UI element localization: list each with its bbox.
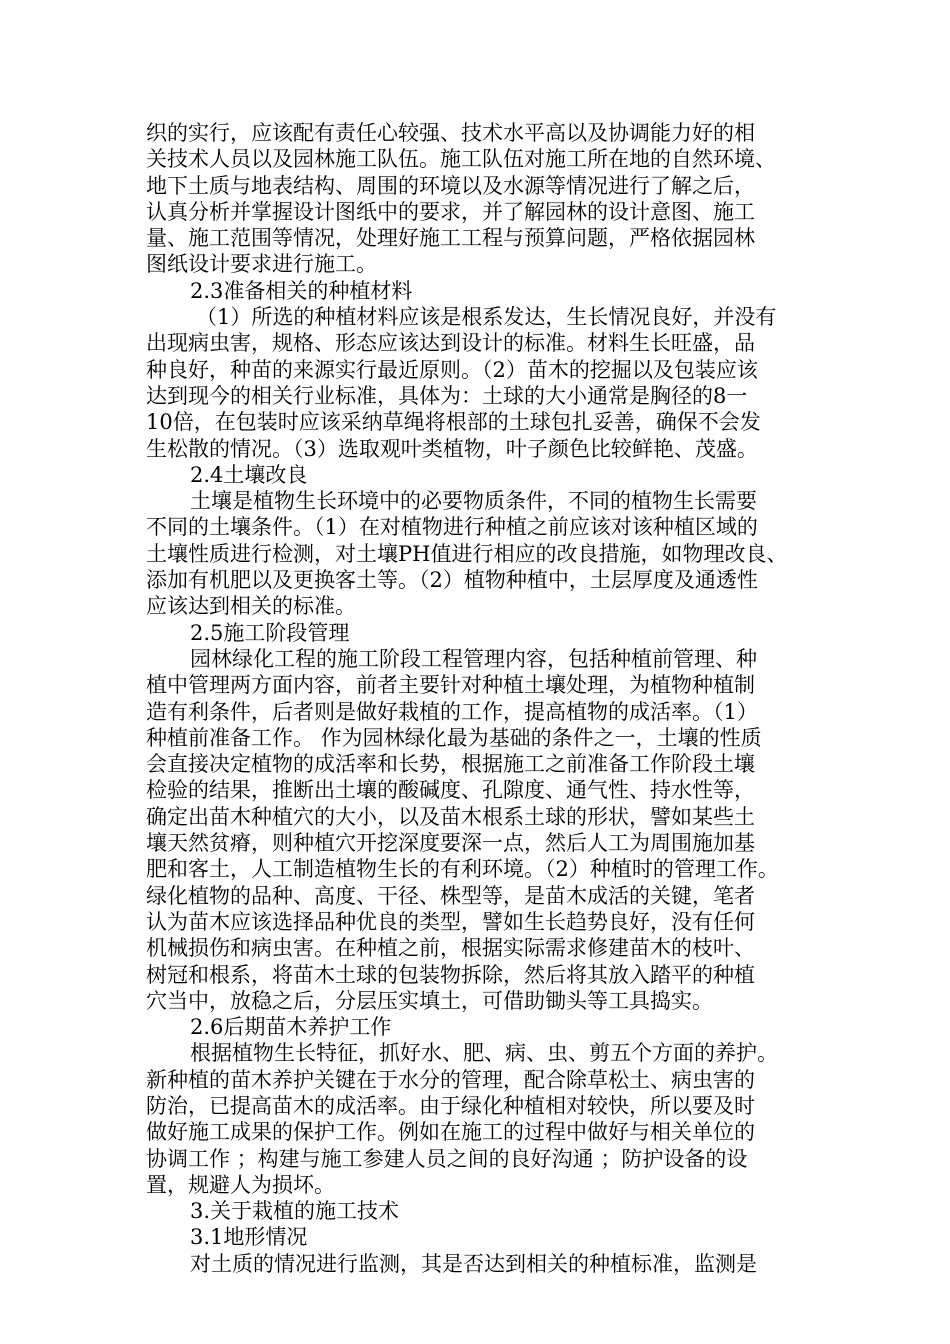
text-line: 树冠和根系，将苗木土球的包装物拆除，然后将其放入踏平的种植 <box>146 962 755 987</box>
text-line: 机械损伤和病虫害。在种植之前，根据实际需求修建苗木的枝叶、 <box>146 936 755 961</box>
text-line: 新种植的苗木养护关键在于水分的管理，配合除草松土、病虫害的 <box>146 1067 755 1092</box>
text-line: 绿化植物的品种、高度、干径、株型等，是苗木成活的关键，笔者 <box>146 883 755 908</box>
text-line: 检验的结果，推断出土壤的酸碱度、孔隙度、通气性、持水性等， <box>146 778 755 803</box>
text-line: 量、施工范围等情况，处理好施工工程与预算问题，严格依据园林 <box>146 226 755 251</box>
text-line: 会直接决定植物的成活率和长势，根据施工之前准备工作阶段土壤 <box>146 752 755 777</box>
text-line: 2.3准备相关的种植材料 <box>190 278 413 303</box>
text-line: 达到现今的相关行业标准，具体为：土球的大小通常是胸径的8一 <box>146 383 748 408</box>
text-line: 2.6后期苗木养护工作 <box>190 1015 392 1040</box>
text-line: 3.关于栽植的施工技术 <box>190 1199 400 1224</box>
text-line: 造有利条件，后者则是做好栽植的工作，提高植物的成活率。（1） <box>146 699 758 724</box>
text-line: 根据植物生长特征，抓好水、肥、病、虫、剪五个方面的养护。 <box>190 1041 778 1066</box>
document-body <box>146 120 814 1277</box>
text-line: 10倍，在包装时应该采纳草绳将根部的土球包扎妥善，确保不会发 <box>146 410 761 435</box>
text-line: 对土质的情况进行监测，其是否达到相关的种植标准，监测是 <box>190 1251 757 1276</box>
text-line: 防治，已提高苗木的成活率。由于绿化种植相对较快，所以要及时 <box>146 1093 755 1118</box>
text-line: 不同的土壤条件。（1）在对植物进行种植之前应该对该种植区域的 <box>146 515 758 540</box>
text-line: 穴当中，放稳之后，分层压实填土，可借助锄头等工具捣实。 <box>146 988 713 1013</box>
text-line: 置，规避人为损坏。 <box>146 1172 335 1197</box>
text-line: 生松散的情况。（3）选取观叶类植物，叶子颜色比较鲜艳、茂盛。 <box>146 436 758 461</box>
text-line: 2.4土壤改良 <box>190 462 308 487</box>
text-line: 做好施工成果的保护工作。例如在施工的过程中做好与相关单位的 <box>146 1120 755 1145</box>
text-line: 应该达到相关的标准。 <box>146 594 356 619</box>
text-line: 园林绿化工程的施工阶段工程管理内容，包括种植前管理、种 <box>190 646 757 671</box>
text-line: 地下土质与地表结构、周围的环境以及水源等情况进行了解之后， <box>146 173 755 198</box>
text-line: 添加有机肥以及更换客土等。（2）植物种植中，土层厚度及通透性 <box>146 568 758 593</box>
text-line: 认为苗木应该选择品种优良的类型，譬如生长趋势良好，没有任何 <box>146 909 755 934</box>
text-line: 织的实行，应该配有责任心较强、技术水平高以及协调能力好的相 <box>146 121 755 145</box>
text-line: 认真分析并掌握设计图纸中的要求，并了解园林的设计意图、施工 <box>146 199 755 224</box>
text-line: 种植前准备工作。 作为园林绿化最为基础的条件之一，土壤的性质 <box>146 725 762 750</box>
text-line: 壤天然贫瘠，则种植穴开挖深度要深一点，然后人工为周围施加基 <box>146 831 755 856</box>
text-line: 土壤性质进行检测，对土壤PH值进行相应的改良措施，如物理改良、 <box>146 541 788 566</box>
text-line: （1）所选的种植材料应该是根系发达，生长情况良好，并没有 <box>196 305 777 330</box>
text-line: 肥和客土，人工制造植物生长的有利环境。（2）种植时的管理工作。 <box>146 857 779 882</box>
text-line: 出现病虫害，规格、形态应该达到设计的标准。材料生长旺盛，品 <box>146 331 755 356</box>
text-line: 种良好，种苗的来源实行最近原则。（2）苗木的挖掘以及包装应该 <box>146 357 758 382</box>
text-line: 协调工作 ；构建与施工参建人员之间的良好沟通 ；防护设备的设 <box>146 1146 748 1171</box>
text-line: 确定出苗木种植穴的大小，以及苗木根系土球的形状，譬如某些土 <box>146 804 755 829</box>
text-line: 植中管理两方面内容，前者主要针对种植土壤处理，为植物种植制 <box>146 673 755 698</box>
text-line: 图纸设计要求进行施工。 <box>146 252 377 277</box>
text-line: 关技术人员以及园林施工队伍。施工队伍对施工所在地的自然环境、 <box>146 147 776 172</box>
text-line: 土壤是植物生长环境中的必要物质条件，不同的植物生长需要 <box>190 489 757 514</box>
text-line: 3.1地形情况 <box>190 1225 308 1250</box>
text-line: 2.5施工阶段管理 <box>190 620 350 645</box>
